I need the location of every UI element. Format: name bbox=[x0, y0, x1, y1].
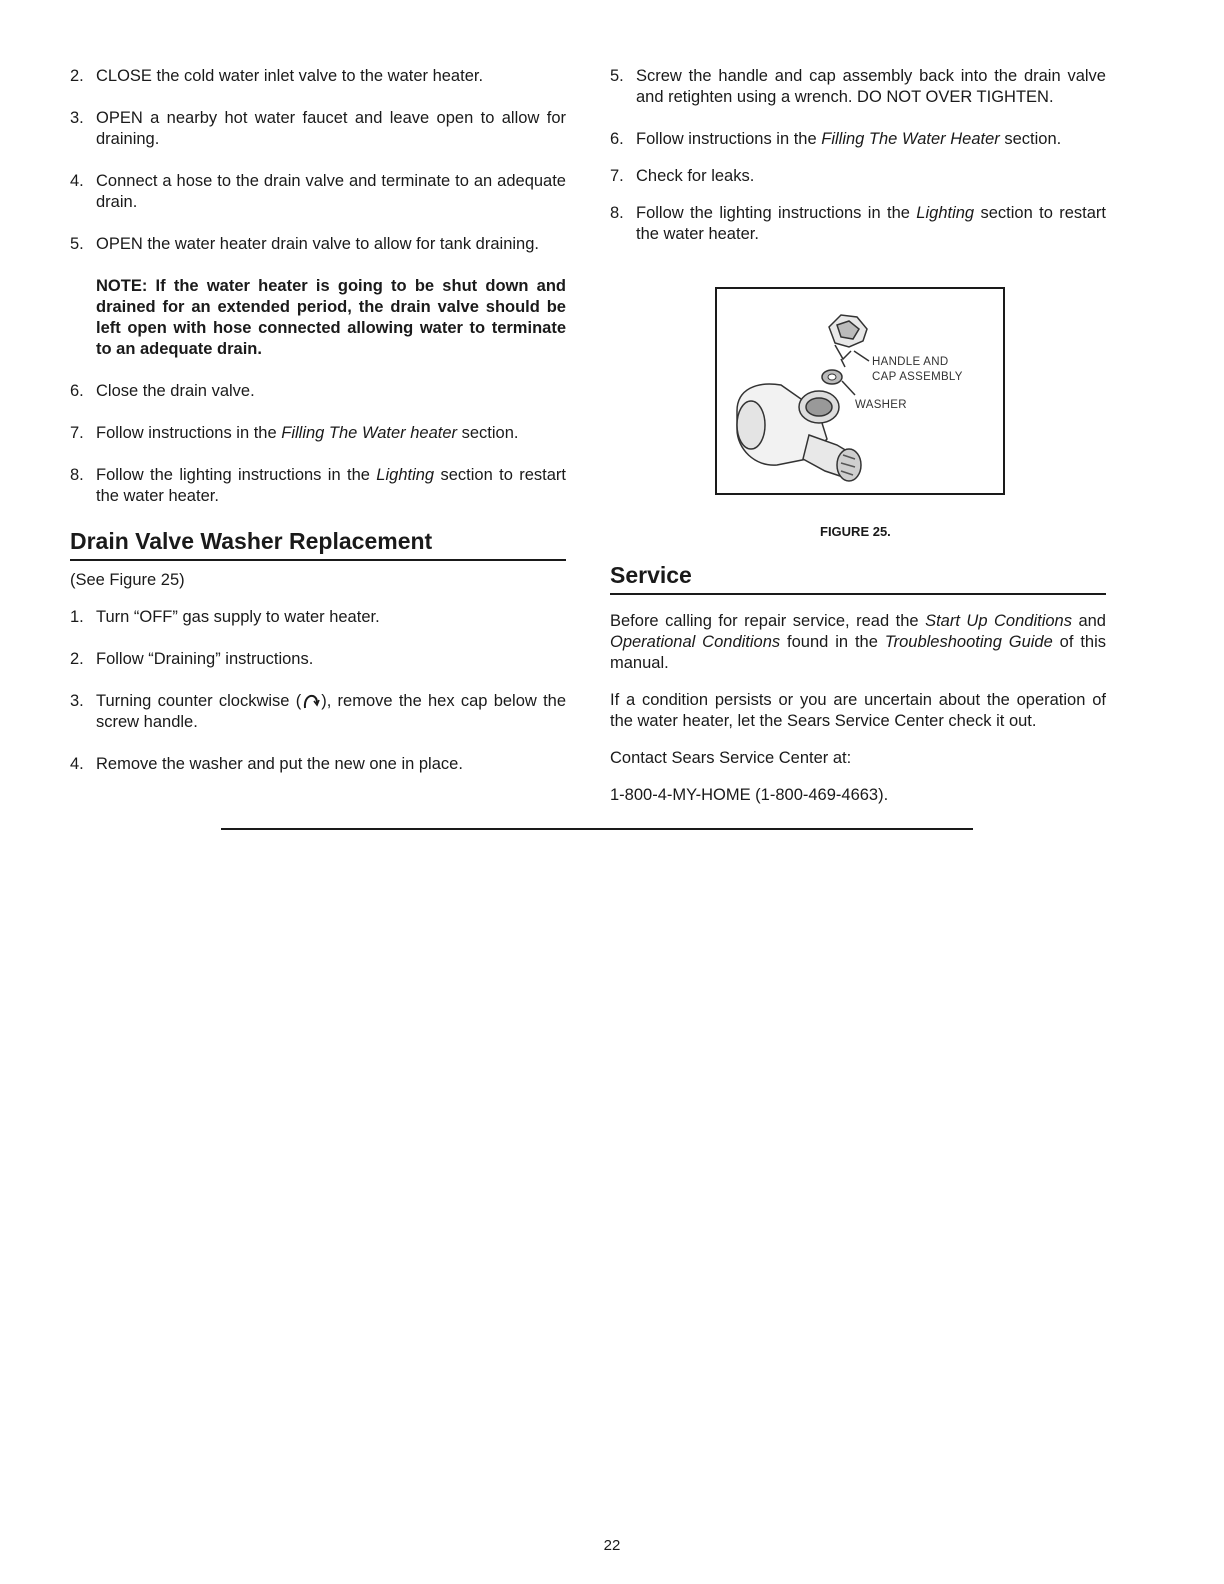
right-step-7: 7. Check for leaks. bbox=[610, 167, 755, 185]
draining-steps-list bbox=[70, 66, 566, 255]
drain-valve-heading: Drain Valve Washer Replacement bbox=[70, 528, 566, 561]
step-7-filling: 7. Follow instructions in the Filling The Water heater section. bbox=[70, 424, 519, 442]
handle-cap-label-1: HANDLE AND bbox=[872, 356, 949, 368]
service-contact-label: Contact Sears Service Center at: bbox=[610, 749, 852, 767]
service-paragraph-1: Before calling for repair service, read the Start Up Conditions and Operational Conditions found in the Troubleshooting Guide of this manual. bbox=[610, 612, 1107, 672]
filling-section-ref: Filling The Water heater bbox=[281, 424, 458, 442]
right-step-6: 6. Follow instructions in the Filling The Water Heater section. bbox=[610, 130, 1062, 148]
see-figure-ref: (See Figure 25) bbox=[70, 571, 185, 589]
drain-valve-illustration bbox=[717, 289, 1003, 493]
service-section bbox=[610, 562, 1106, 822]
drain-step-1: 1. Turn “OFF” gas supply to water heater. bbox=[70, 608, 380, 626]
draining-step: 2. CLOSE the cold water inlet valve to the water heater. bbox=[70, 67, 484, 85]
draining-step: 5. OPEN the water heater drain valve to allow for tank draining. bbox=[70, 235, 539, 253]
figure-caption: FIGURE 25. bbox=[820, 524, 891, 539]
counter-clockwise-arrow-icon bbox=[301, 693, 321, 709]
lighting-ref-right: Lighting bbox=[916, 204, 975, 222]
lighting-section-ref: Lighting bbox=[376, 466, 435, 484]
page-number: 22 bbox=[603, 1537, 621, 1554]
valve-body-drawing bbox=[737, 384, 861, 481]
right-column bbox=[610, 66, 1106, 266]
draining-step: 4. Connect a hose to the drain valve and terminate to an adequate drain. bbox=[70, 172, 566, 211]
drain-step-2: 2. Follow “Draining” instructions. bbox=[70, 650, 314, 668]
drain-step-4: 4. Remove the washer and put the new one in place. bbox=[70, 755, 463, 773]
filling-heater-section-ref: Filling The Water Heater bbox=[821, 130, 1000, 148]
figure-25-box bbox=[715, 287, 1005, 495]
left-column bbox=[70, 66, 566, 796]
service-paragraph-2: If a condition persists or you are uncertain about the operation of the water heater, let the Sears Service Center check it out. bbox=[610, 691, 1106, 730]
washer-drawing bbox=[822, 370, 842, 384]
step-6-close-drain: 6. Close the drain valve. bbox=[70, 382, 255, 400]
step-8-lighting: 8. Follow the lighting instructions in the Lighting section to restart the water heater. bbox=[70, 466, 566, 505]
washer-label: WASHER bbox=[855, 399, 907, 411]
drain-step-3: 3. Turning counter clockwise ( ), remove the hex cap below the screw handle. bbox=[70, 692, 567, 731]
service-heading: Service bbox=[610, 562, 1106, 595]
handle-cap-assembly-drawing bbox=[829, 315, 867, 367]
right-step-5: 5. Screw the handle and cap assembly back into the drain valve and retighten using a wrench. DO NOT OVER TIGHTEN. bbox=[610, 67, 1106, 106]
service-phone: 1-800-4-MY-HOME (1-800-469-4663). bbox=[610, 786, 889, 804]
section-divider bbox=[221, 828, 973, 830]
right-step-8: 8. Follow the lighting instructions in the Lighting section to restart the water heater. bbox=[610, 204, 1106, 243]
draining-step: 3. OPEN a nearby hot water faucet and leave open to allow for draining. bbox=[70, 109, 566, 148]
handle-cap-label-2: CAP ASSEMBLY bbox=[872, 371, 963, 383]
draining-note: NOTE: If the water heater is going to be shut down and drained for an extended period, the drain valve should be left open with hose connected allowing water to terminate to an adequate drain. bbox=[96, 277, 566, 358]
